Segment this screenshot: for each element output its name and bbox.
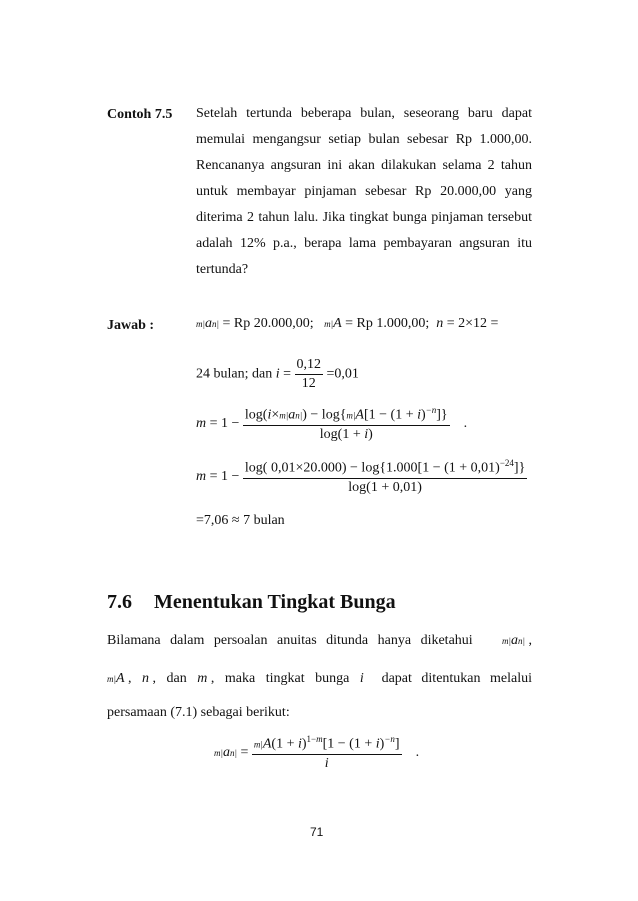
equation-7-1: m|an| = $\frac{m|A(1 + i)^{1-m}[1 - (1 + i)^{-n}]}{i}$ . <box>214 734 420 771</box>
section-title: Menentukan Tingkat Bunga <box>154 591 396 613</box>
answer-result: =7,06 ≈ 7 bulan <box>196 513 285 528</box>
formula-m-numeric: m = 1 − $\frac{\log( 0,01\times 20.000) - \log\{1.000[1 - (1 + 0,01)^{-24}]\}}{\log(1 + 0,01)}$ <box>196 458 526 495</box>
section-text-line1: Bilamana dalam persoalan anuitas ditunda hanya diketahui m|an| , <box>107 633 532 648</box>
section-text-line2: m|A , n , dan m , maka tingkat bunga i dapat ditentukan melalui <box>107 671 532 686</box>
n-value: 24 bulan; dan <box>196 366 273 382</box>
given-payment: = Rp 1.000,00; <box>345 316 430 331</box>
answer-given-line: m|an| = Rp 20.000,00; m|A = Rp 1.000,00; n = 2×12 = <box>196 316 499 331</box>
answer-label: Jawab : <box>107 318 155 333</box>
formula-m-general: m = 1 − $\frac{\log(i\times m|an|) - \log\{m|A[1 - (1 + i)^{-n}]\}}{\log(1 + i)}$ . <box>196 405 468 442</box>
answer-interest-line: 24 bulan; dan i = $\frac{0,12}{12}$ =0,01 <box>196 357 359 391</box>
page-number: 71 <box>310 825 324 839</box>
interest-denominator: 12 <box>301 376 316 391</box>
given-n: = 2×12 = <box>446 316 499 331</box>
given-loan: = Rp 20.000,00; <box>222 316 314 331</box>
example-label: Contoh 7.5 <box>107 107 173 122</box>
example-text: Setelah tertunda beberapa bulan, seseorang baru dapat memulai mengangsur setiap bulan sebesar Rp 1.000,00. Rencananya angsuran ini akan dilakukan selama 2 tahun untuk membayar pinjaman sebesar Rp 20.000,00 yang diterima 2 tahun lalu. Jika tingkat bunga pinjaman tersebut adalah 12% p.a., berapa lama pembayaran angsuran itu tertunda? <box>196 106 532 277</box>
interest-value: =0,01 <box>326 366 359 382</box>
section-number: 7.6 <box>107 591 132 613</box>
section-text-line3: persamaan (7.1) sebagai berikut: <box>107 705 290 720</box>
interest-fraction <box>295 357 324 392</box>
section-heading <box>107 591 396 614</box>
interest-numerator: 0,12 <box>295 357 324 375</box>
